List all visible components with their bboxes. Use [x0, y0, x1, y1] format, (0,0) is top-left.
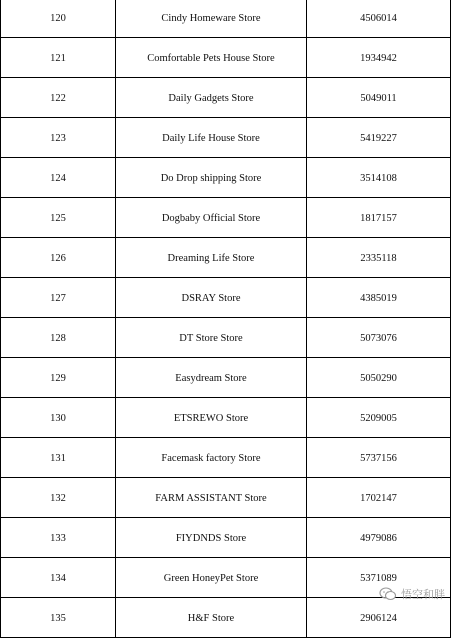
store-id-cell: 5419227 [307, 118, 451, 158]
row-number-cell: 124 [1, 158, 116, 198]
row-number-cell: 130 [1, 398, 116, 438]
store-id-cell: 1817157 [307, 198, 451, 238]
wechat-icon [379, 587, 397, 601]
store-name-cell: Do Drop shipping Store [116, 158, 307, 198]
table-row [1, 158, 451, 198]
store-id-cell: 5737156 [307, 438, 451, 478]
table-row [1, 278, 451, 318]
store-name-cell: Green HoneyPet Store [116, 558, 307, 598]
table-row [1, 198, 451, 238]
store-name-cell: ETSREWO Store [116, 398, 307, 438]
store-table-body [1, 0, 451, 638]
row-number-cell: 122 [1, 78, 116, 118]
store-name-cell: Easydream Store [116, 358, 307, 398]
store-name-cell: Dogbaby Official Store [116, 198, 307, 238]
table-row [1, 0, 451, 38]
row-number-cell: 134 [1, 558, 116, 598]
table-row [1, 238, 451, 278]
row-number-cell: 127 [1, 278, 116, 318]
store-id-cell: 4506014 [307, 0, 451, 38]
table-row [1, 318, 451, 358]
store-id-cell: 5073076 [307, 318, 451, 358]
store-name-cell: FIYDNDS Store [116, 518, 307, 558]
store-name-cell: Facemask factory Store [116, 438, 307, 478]
store-name-cell: Comfortable Pets House Store [116, 38, 307, 78]
row-number-cell: 121 [1, 38, 116, 78]
table-row [1, 438, 451, 478]
row-number-cell: 123 [1, 118, 116, 158]
store-id-cell: 4385019 [307, 278, 451, 318]
table-row [1, 358, 451, 398]
store-id-cell: 3514108 [307, 158, 451, 198]
store-name-cell: FARM ASSISTANT Store [116, 478, 307, 518]
store-name-cell: Daily Gadgets Store [116, 78, 307, 118]
store-id-cell: 2335118 [307, 238, 451, 278]
table-row [1, 38, 451, 78]
watermark-text: 悟空和胖 [401, 588, 445, 601]
row-number-cell: 135 [1, 598, 116, 638]
store-name-cell: H&F Store [116, 598, 307, 638]
row-number-cell: 126 [1, 238, 116, 278]
row-number-cell: 133 [1, 518, 116, 558]
table-row [1, 518, 451, 558]
row-number-cell: 129 [1, 358, 116, 398]
table-row [1, 598, 451, 638]
store-name-cell: DSRAY Store [116, 278, 307, 318]
store-id-cell: 2906124 [307, 598, 451, 638]
store-id-cell: 5050290 [307, 358, 451, 398]
table-row [1, 78, 451, 118]
table-row [1, 398, 451, 438]
row-number-cell: 132 [1, 478, 116, 518]
watermark [379, 586, 445, 602]
store-name-cell: DT Store Store [116, 318, 307, 358]
store-id-cell: 5371089 [307, 558, 451, 598]
row-number-cell: 131 [1, 438, 116, 478]
store-id-cell: 1702147 [307, 478, 451, 518]
table-row [1, 118, 451, 158]
store-id-cell: 1934942 [307, 38, 451, 78]
store-id-cell: 5049011 [307, 78, 451, 118]
store-id-cell: 5209005 [307, 398, 451, 438]
store-id-cell: 4979086 [307, 518, 451, 558]
row-number-cell: 128 [1, 318, 116, 358]
store-name-cell: Dreaming Life Store [116, 238, 307, 278]
store-name-cell: Daily Life House Store [116, 118, 307, 158]
row-number-cell: 125 [1, 198, 116, 238]
table-row [1, 478, 451, 518]
row-number-cell: 120 [1, 0, 116, 38]
store-name-cell: Cindy Homeware Store [116, 0, 307, 38]
